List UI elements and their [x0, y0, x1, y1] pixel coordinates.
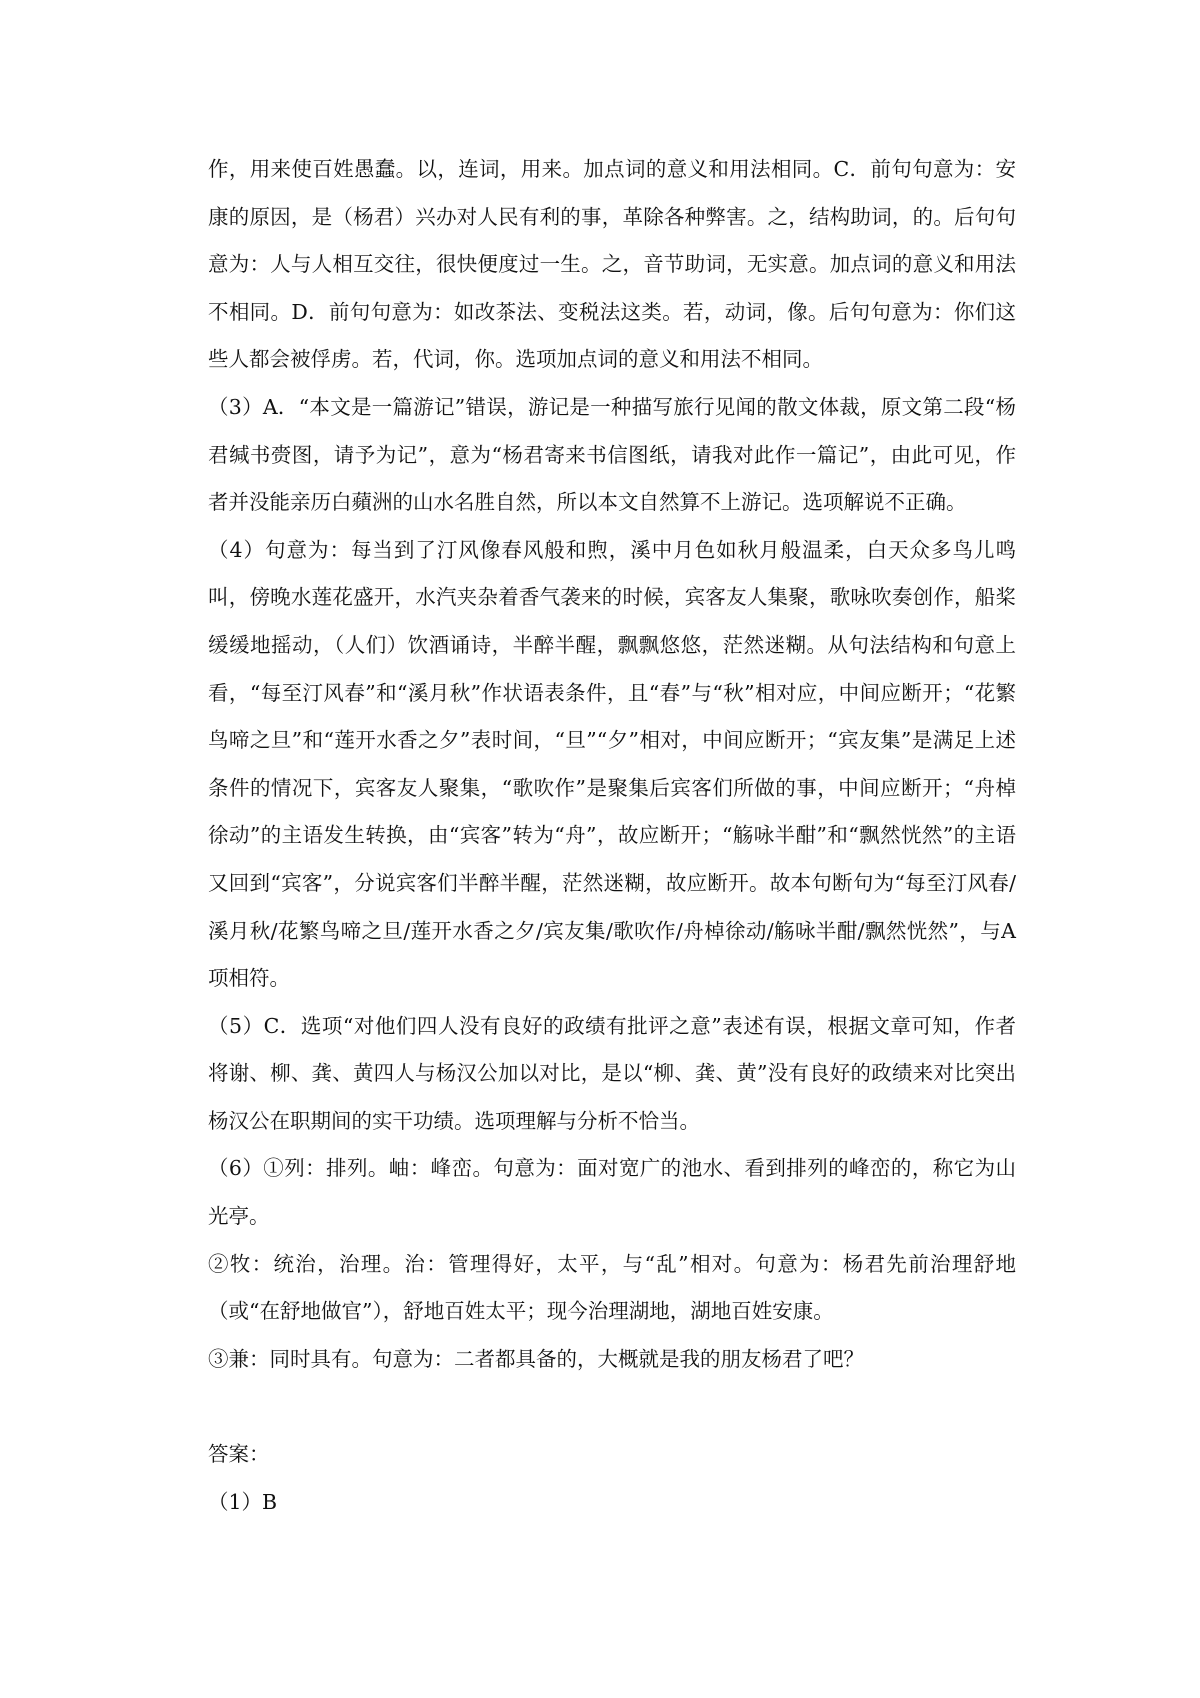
- paragraph-explanation-2-continued: 作，用来使百姓愚蠢。以，连词，用来。加点词的意义和用法相同。C．前句句意为：安康的原因，是（杨君）兴办对人民有利的事，革除各种弊害。之，结构助词，的。后句句意为：人与人相互交往，很快便度过一生。之，音节助词，无实意。加点词的意义和用法不相同。D．前句句意为：如改茶法、变税法这类。若，动词，像。后句句意为：你们这些人都会被俘虏。若，代词，你。选项加点词的意义和用法不相同。: [208, 157, 1016, 372]
- paragraph-explanation-3: （3）A．“本文是一篇游记”错误，游记是一种描写旅行见闻的散文体裁，原文第二段“杨君缄书赍图，请予为记”，意为“杨君寄来书信图纸，请我对此作一篇记”，由此可见，作者并没能亲历白蘋洲的山水名胜自然，所以本文自然算不上游记。选项解说不正确。: [208, 394, 1016, 515]
- paragraph-explanation-5: （5）C．选项“对他们四人没有良好的政绩有批评之意”表述有误，根据文章可知，作者将谢、柳、龚、黄四人与杨汉公加以对比，是以“柳、龚、黄”没有良好的政绩来对比突出杨汉公在职期间的实干功绩。选项理解与分析不恰当。: [208, 1013, 1016, 1133]
- answer-line-1: （1）B: [208, 1489, 278, 1514]
- blank-line: [208, 1383, 1016, 1431]
- paragraph-explanation-6-2: ②牧：统治，治理。治：管理得好，太平，与“乱”相对。句意为：杨君先前治理舒地（或“在舒地做官”），舒地百姓太平；现今治理湖地，湖地百姓安康。: [208, 1251, 1016, 1324]
- paragraph-explanation-6-3: ③兼：同时具有。句意为：二者都具备的，大概就是我的朋友杨君了吧？: [208, 1346, 864, 1371]
- document-body: [208, 146, 1016, 1526]
- answer-heading: 答案：: [208, 1442, 270, 1467]
- paragraph-explanation-6-1: （6）①列：排列。岫：峰峦。句意为：面对宽广的池水、看到排列的峰峦的，称它为山光亭。: [208, 1156, 1016, 1229]
- paragraph-explanation-4: （4）句意为：每当到了汀风像春风般和煦，溪中月色如秋月般温柔，白天众多鸟儿鸣叫，傍晚水莲花盛开，水汽夹杂着香气袭来的时候，宾客友人集聚，歌咏吹奏创作，船桨缓缓地摇动，（人们）饮酒诵诗，半醉半醒，飘飘悠悠，茫然迷糊。从句法结构和句意上看，“每至汀风春”和“溪月秋”作状语表条件，且“春”与“秋”相对应，中间应断开；“花繁鸟啼之旦”和“莲开水香之夕”表时间，“旦”“夕”相对，中间应断开；“宾友集”是满足上述条件的情况下，宾客友人聚集，“歌吹作”是聚集后宾客们所做的事，中间应断开；“舟棹徐动”的主语发生转换，由“宾客”转为“舟”，故应断开；“觞咏半酣”和“飘然恍然”的主语又回到“宾客”，分说宾客们半醉半醒，茫然迷糊，故应断开。故本句断句为“每至汀风春/溪月秋/花繁鸟啼之旦/莲开水香之夕/宾友集/歌吹作/舟棹徐动/觞咏半酣/飘然恍然”，与A项相符。: [208, 537, 1016, 991]
